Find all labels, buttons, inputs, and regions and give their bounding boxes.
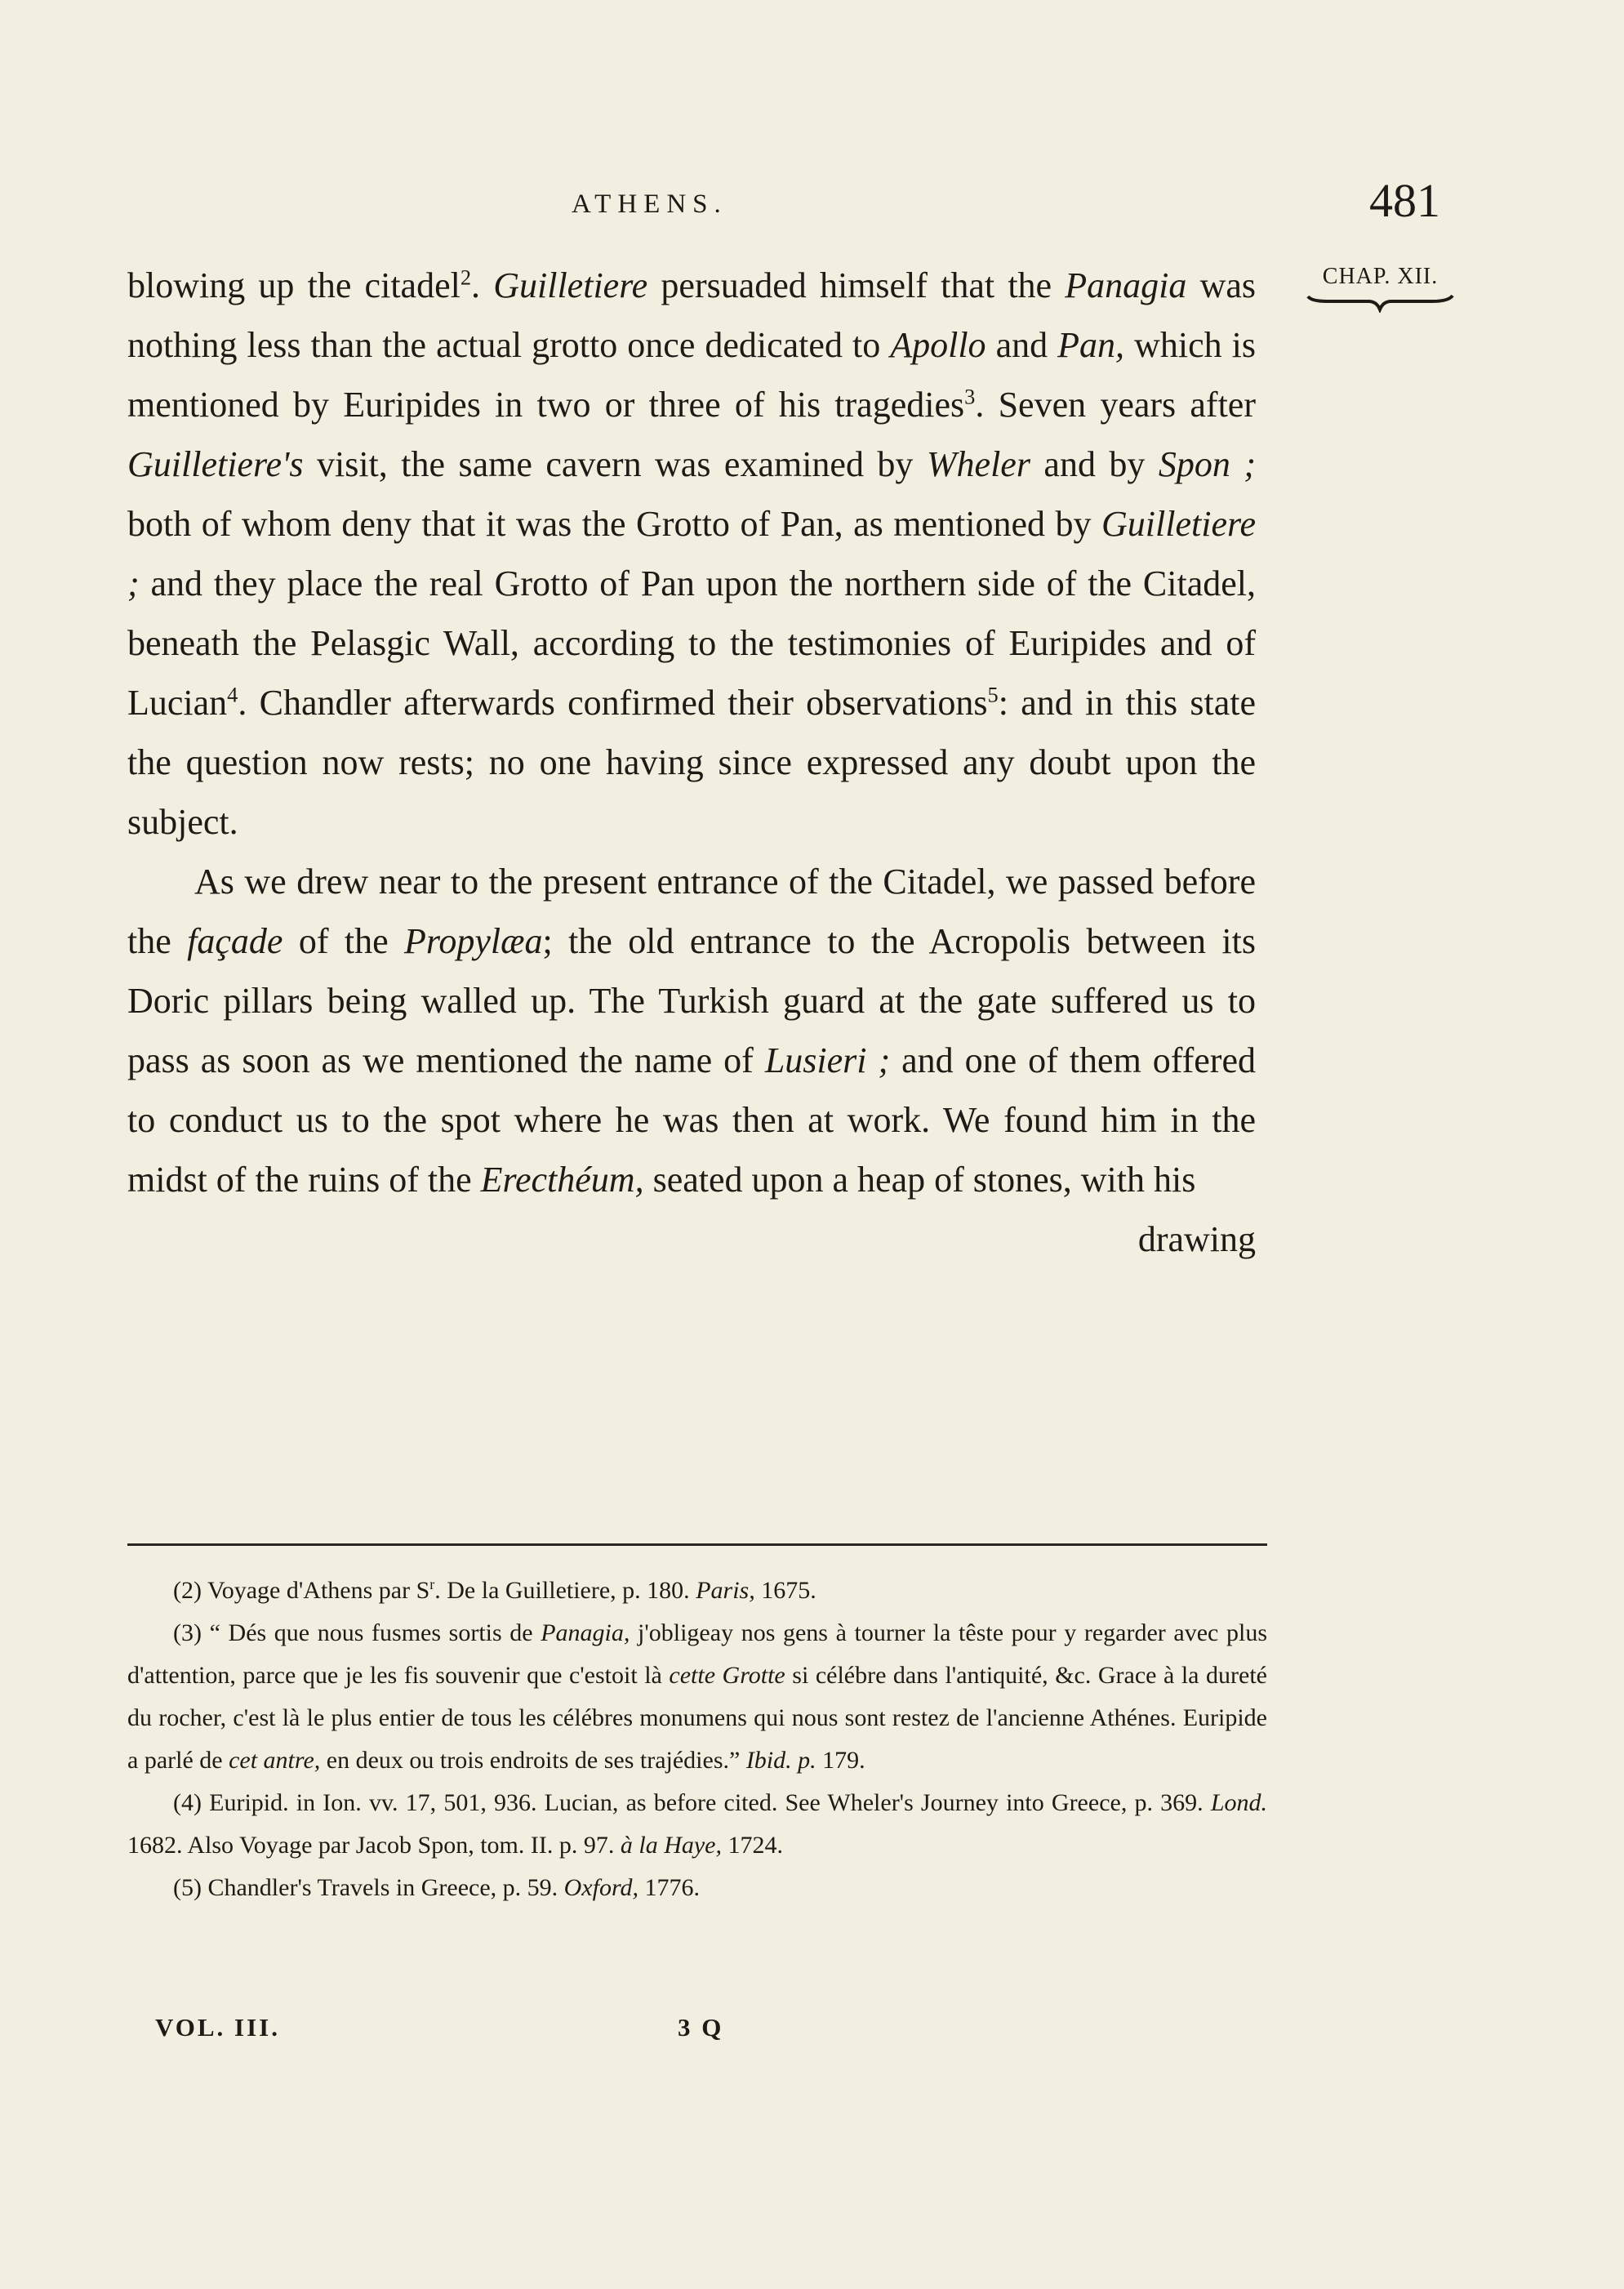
paragraph-1 bbox=[127, 256, 1256, 852]
italic-run: Guilletiere bbox=[493, 265, 648, 305]
text-run: seated upon a heap of stones, with his bbox=[643, 1160, 1196, 1200]
italic-run: Lusieri ; bbox=[764, 1040, 891, 1080]
text-run: and bbox=[986, 325, 1058, 365]
text-run: : and in this state the question now rests; no one having since expressed any doubt upon the subject. bbox=[127, 683, 1256, 842]
italic-run: Pan, bbox=[1057, 325, 1125, 365]
main-text bbox=[127, 256, 1256, 1269]
text-run: was nothing less than the actual grotto once dedicated to bbox=[127, 265, 1256, 365]
chapter-label: CHAP. XII. bbox=[1322, 264, 1439, 289]
text-run: 179. bbox=[816, 1747, 865, 1774]
footnote-2 bbox=[127, 1570, 1267, 1612]
catchword: drawing bbox=[1137, 1219, 1256, 1259]
text-run: (2) Voyage d'Athens par S bbox=[173, 1577, 430, 1604]
text-run: si célébre dans l'antiquité, &c. Grace à la dureté du rocher, c'est là le plus entier de tous les célébres monumens qui nous sont restez de l'ancienne Athénes. Euripide a parlé de bbox=[127, 1662, 1267, 1774]
italic-run: Panagia, bbox=[541, 1619, 630, 1646]
italic-run: cette Grotte bbox=[669, 1662, 785, 1689]
footnote-ref: 4 bbox=[227, 682, 238, 707]
italic-run: Wheler bbox=[926, 444, 1030, 484]
text-run: which is mentioned by Euripides in two or three of his tragedies bbox=[127, 325, 1256, 425]
text-run: . De la Guilletiere, p. 180. bbox=[434, 1577, 696, 1604]
italic-run: Lond. bbox=[1210, 1789, 1267, 1816]
italic-run: Spon ; bbox=[1158, 444, 1256, 484]
italic-run: cet antre, bbox=[229, 1747, 321, 1774]
text-run: blowing up the citadel bbox=[127, 265, 461, 305]
footnote-5 bbox=[127, 1867, 1267, 1909]
text-run: and one of them offered to conduct us to the spot where he was then at work. We found him in the midst of the ruins of the bbox=[127, 1040, 1256, 1200]
text-run: and by bbox=[1030, 444, 1159, 484]
text-run: (5) Chandler's Travels in Greece, p. 59. bbox=[173, 1874, 564, 1901]
text-run: 1675. bbox=[754, 1577, 816, 1604]
footnote-divider bbox=[127, 1543, 1267, 1546]
volume-label: VOL. III. bbox=[155, 2013, 280, 2042]
text-run: both of whom deny that it was the Grotto of Pan, as mentioned by bbox=[127, 504, 1102, 544]
text-run: 1682. Also Voyage par Jacob Spon, tom. II. p. 97. bbox=[127, 1832, 621, 1859]
superscript: r bbox=[429, 1576, 435, 1592]
text-run: As we drew near to the present entrance of the Citadel, we passed before the bbox=[127, 862, 1256, 961]
text-run: . bbox=[471, 265, 494, 305]
text-run: 1724. bbox=[722, 1832, 783, 1859]
text-run: of the bbox=[283, 921, 404, 961]
text-run: visit, the same cavern was examined by bbox=[303, 444, 927, 484]
italic-run: Apollo bbox=[890, 325, 986, 365]
footnote-ref: 2 bbox=[460, 265, 472, 290]
footnote-ref: 5 bbox=[987, 682, 999, 707]
footnote-4 bbox=[127, 1782, 1267, 1867]
text-run: ; the old entrance to the Acropolis between its Doric pillars being walled up. The Turkish guard at the gate suffered us to pass as soon as we mentioned the name of bbox=[127, 921, 1256, 1080]
italic-run: à la Haye, bbox=[620, 1832, 722, 1859]
text-run: (4) Euripid. in Ion. vv. 17, 501, 936. Lucian, as before cited. See Wheler's Journey into Greece, p. 369. bbox=[173, 1789, 1211, 1816]
text-run: and they place the real Grotto of Pan upon the northern side of the Citadel, beneath the Pelasgic Wall, according to the testimonies of Euripides and of Lucian bbox=[127, 563, 1256, 723]
italic-run: façade bbox=[187, 921, 283, 961]
text-run: (3) “ Dés que nous fusmes sortis de bbox=[173, 1619, 541, 1646]
signature-line bbox=[155, 2013, 808, 2042]
text-run: persuaded himself that the bbox=[647, 265, 1066, 305]
italic-run: Erecthéum, bbox=[480, 1160, 644, 1200]
italic-run: Panagia bbox=[1065, 265, 1187, 305]
chapter-margin-note bbox=[1305, 264, 1456, 313]
footnote-3 bbox=[127, 1612, 1267, 1782]
paragraph-2 bbox=[127, 852, 1256, 1209]
italic-run: Oxford, bbox=[563, 1874, 639, 1901]
text-run: 1776. bbox=[638, 1874, 701, 1901]
text-run: en deux ou trois endroits de ses trajédies.” bbox=[320, 1747, 746, 1774]
footnote-ref: 3 bbox=[964, 384, 976, 409]
text-run: . Seven years after bbox=[975, 385, 1256, 425]
italic-run: Guilletiere ; bbox=[127, 504, 1256, 603]
brace-ornament-icon bbox=[1305, 293, 1456, 313]
footnotes bbox=[127, 1570, 1267, 1909]
text-run: . Chandler afterwards confirmed their observations bbox=[238, 683, 988, 723]
italic-run: Paris, bbox=[696, 1577, 755, 1604]
text-run: j'obligeay nos gens à tourner la têste pour y regarder avec plus d'attention, parce que je les fis souvenir que c'estoit là bbox=[127, 1619, 1267, 1689]
italic-run: Propylæa bbox=[404, 921, 543, 961]
running-title: ATHENS. bbox=[572, 189, 727, 219]
italic-run: Guilletiere's bbox=[127, 444, 304, 484]
page-number: 481 bbox=[1369, 174, 1440, 227]
printer-signature: 3 Q bbox=[678, 2013, 724, 2042]
italic-run: Ibid. p. bbox=[745, 1747, 816, 1774]
